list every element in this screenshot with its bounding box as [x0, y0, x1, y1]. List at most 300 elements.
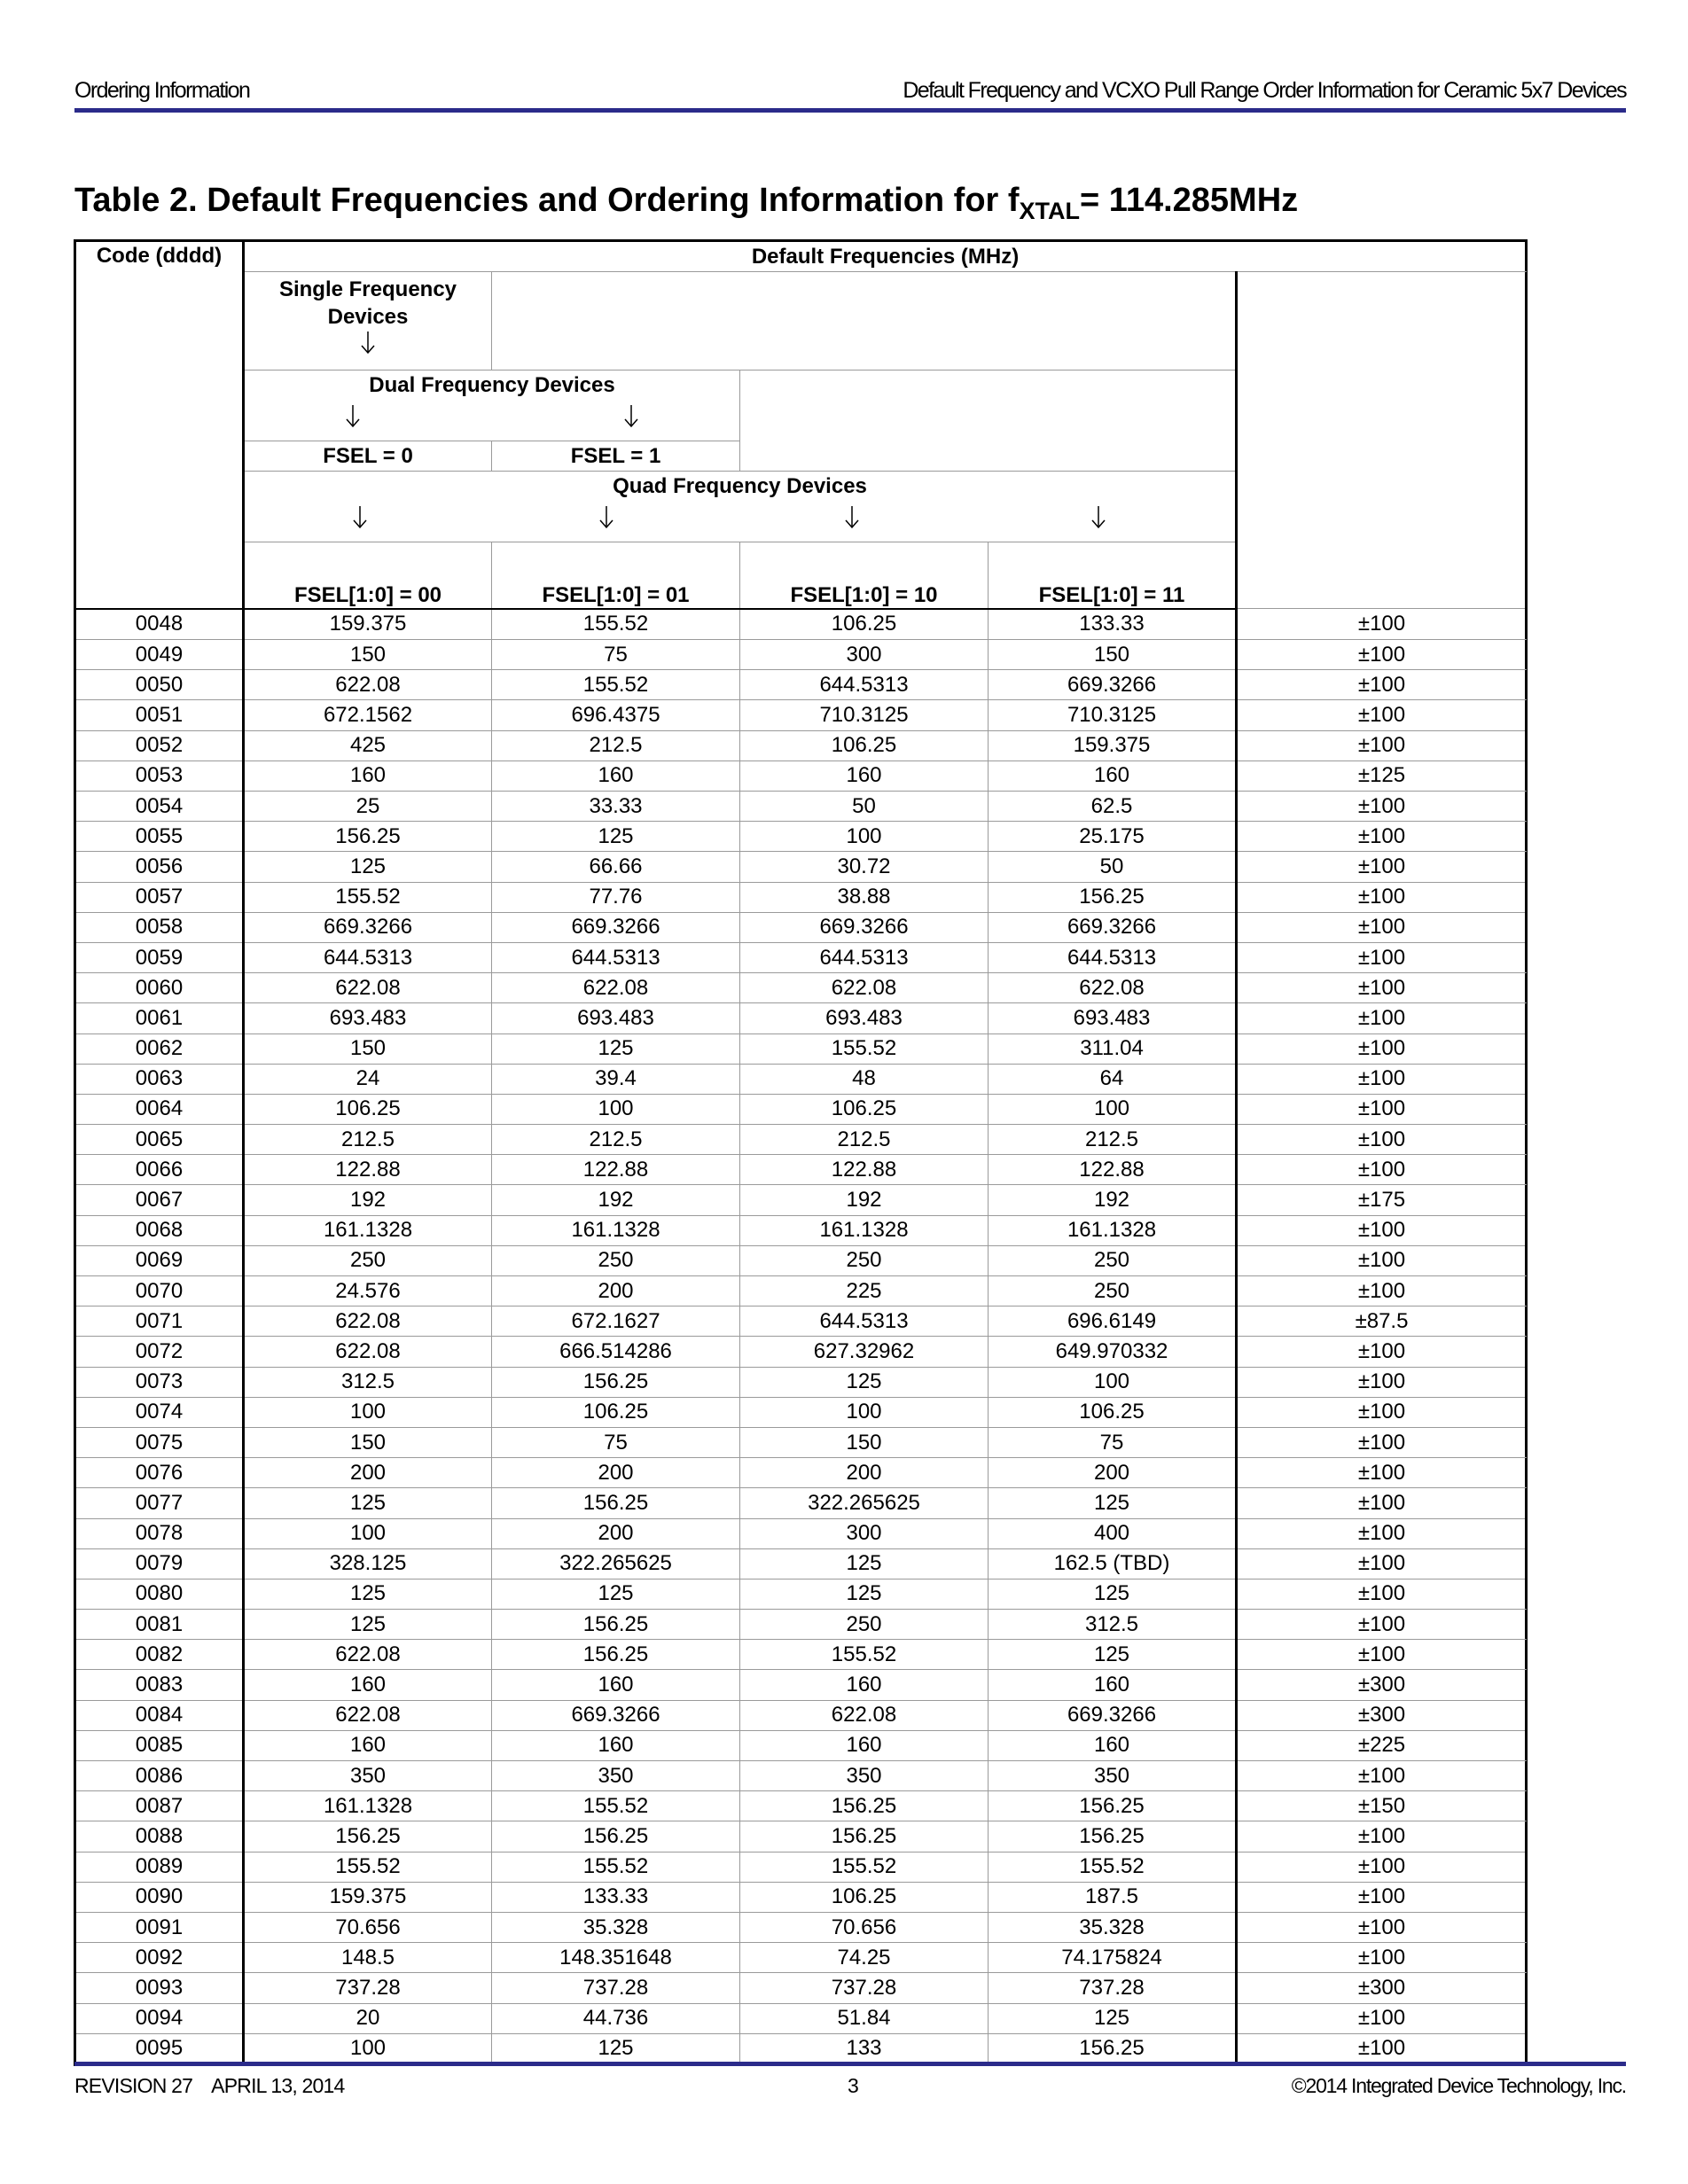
cell-fsel-10: 106.25 — [740, 1094, 989, 1124]
table-row — [75, 640, 1527, 670]
cell-fsel-11: 64 — [989, 1064, 1237, 1094]
cell-fsel-00: 622.08 — [244, 1337, 492, 1367]
cell-code: 0082 — [75, 1640, 244, 1670]
cell-fsel-01: 160 — [492, 1670, 740, 1700]
cell-fsel-10: 322.265625 — [740, 1488, 989, 1518]
table-title — [74, 182, 1298, 225]
cell-fsel-10: 250 — [740, 1245, 989, 1275]
cell-fsel-00: 192 — [244, 1185, 492, 1215]
cell-fsel-01: 696.4375 — [492, 700, 740, 730]
table-row — [75, 1276, 1527, 1306]
cell-fsel-01: 77.76 — [492, 882, 740, 912]
cell-fsel-01: 66.66 — [492, 852, 740, 882]
cell-pull-range: ±100 — [1237, 942, 1527, 972]
cell-pull-range: ±100 — [1237, 1367, 1527, 1397]
cell-code: 0063 — [75, 1064, 244, 1094]
cell-fsel-01: 622.08 — [492, 973, 740, 1003]
cell-fsel-11: 125 — [989, 2003, 1237, 2033]
cell-fsel-11: 150 — [989, 640, 1237, 670]
cell-fsel-00: 156.25 — [244, 822, 492, 852]
cell-pull-range: ±100 — [1237, 609, 1527, 640]
cell-pull-range: ±100 — [1237, 1458, 1527, 1488]
cell-fsel-11: 669.3266 — [989, 670, 1237, 700]
cell-fsel-01: 35.328 — [492, 1912, 740, 1942]
cell-fsel-11: 160 — [989, 1730, 1237, 1760]
cell-code: 0085 — [75, 1730, 244, 1760]
cell-pull-range: ±100 — [1237, 973, 1527, 1003]
cell-pull-range: ±100 — [1237, 730, 1527, 760]
table-row — [75, 1094, 1527, 1124]
cell-fsel-01: 33.33 — [492, 792, 740, 822]
cell-code: 0071 — [75, 1306, 244, 1337]
cell-code: 0092 — [75, 1943, 244, 1973]
cell-fsel-01: 156.25 — [492, 1367, 740, 1397]
cell-fsel-10: 160 — [740, 1730, 989, 1760]
cell-fsel-01: 669.3266 — [492, 1700, 740, 1730]
cell-fsel-10: 710.3125 — [740, 700, 989, 730]
cell-fsel-10: 100 — [740, 822, 989, 852]
cell-fsel-11: 669.3266 — [989, 1700, 1237, 1730]
table-row — [75, 700, 1527, 730]
down-arrow-icon — [843, 506, 861, 529]
title-subscript: XTAL — [1019, 198, 1081, 224]
cell-pull-range: ±100 — [1237, 1761, 1527, 1791]
cell-fsel-01: 155.52 — [492, 1852, 740, 1882]
cell-fsel-00: 161.1328 — [244, 1215, 492, 1245]
cell-pull-range: ±175 — [1237, 1185, 1527, 1215]
cell-fsel-01: 39.4 — [492, 1064, 740, 1094]
table-row — [75, 1821, 1527, 1852]
table-row — [75, 1397, 1527, 1427]
cell-pull-range: ±100 — [1237, 1427, 1527, 1457]
cell-code: 0077 — [75, 1488, 244, 1518]
cell-pull-range: ±100 — [1237, 1034, 1527, 1064]
header-fsel-00: FSEL[1:0] = 00 — [244, 542, 492, 609]
cell-fsel-01: 693.483 — [492, 1003, 740, 1034]
cell-code: 0060 — [75, 973, 244, 1003]
cell-pull-range: ±100 — [1237, 1337, 1527, 1367]
cell-fsel-01: 250 — [492, 1245, 740, 1275]
cell-code: 0064 — [75, 1094, 244, 1124]
cell-fsel-11: 122.88 — [989, 1155, 1237, 1185]
cell-code: 0059 — [75, 942, 244, 972]
cell-fsel-10: 156.25 — [740, 1821, 989, 1852]
cell-fsel-00: 155.52 — [244, 882, 492, 912]
cell-fsel-01: 200 — [492, 1518, 740, 1548]
cell-fsel-01: 666.514286 — [492, 1337, 740, 1367]
cell-fsel-00: 125 — [244, 1610, 492, 1640]
cell-fsel-01: 125 — [492, 822, 740, 852]
cell-fsel-10: 50 — [740, 792, 989, 822]
table-row — [75, 852, 1527, 882]
table-row — [75, 1125, 1527, 1155]
table-row — [75, 1034, 1527, 1064]
cell-code: 0076 — [75, 1458, 244, 1488]
cell-code: 0056 — [75, 852, 244, 882]
cell-fsel-11: 100 — [989, 1367, 1237, 1397]
cell-pull-range: ±300 — [1237, 1670, 1527, 1700]
cell-fsel-01: 100 — [492, 1094, 740, 1124]
cell-fsel-01: 156.25 — [492, 1640, 740, 1670]
cell-fsel-00: 70.656 — [244, 1912, 492, 1942]
cell-pull-range: ±100 — [1237, 1276, 1527, 1306]
cell-fsel-01: 160 — [492, 1730, 740, 1760]
cell-fsel-00: 125 — [244, 852, 492, 882]
table-row — [75, 1458, 1527, 1488]
table-row — [75, 792, 1527, 822]
cell-fsel-01: 75 — [492, 640, 740, 670]
cell-code: 0080 — [75, 1579, 244, 1609]
cell-fsel-10: 122.88 — [740, 1155, 989, 1185]
cell-code: 0057 — [75, 882, 244, 912]
cell-pull-range: ±100 — [1237, 1125, 1527, 1155]
cell-fsel-00: 312.5 — [244, 1367, 492, 1397]
cell-code: 0061 — [75, 1003, 244, 1034]
cell-code: 0089 — [75, 1852, 244, 1882]
cell-fsel-00: 159.375 — [244, 609, 492, 640]
cell-fsel-00: 644.5313 — [244, 942, 492, 972]
cell-code: 0083 — [75, 1670, 244, 1700]
header-document-title: Default Frequency and VCXO Pull Range Order Information for Ceramic 5x7 Devices — [903, 78, 1626, 103]
cell-fsel-10: 100 — [740, 1397, 989, 1427]
table-row — [75, 1579, 1527, 1609]
cell-pull-range: ±100 — [1237, 1912, 1527, 1942]
cell-fsel-01: 212.5 — [492, 730, 740, 760]
cell-fsel-11: 125 — [989, 1488, 1237, 1518]
cell-pull-range: ±100 — [1237, 1488, 1527, 1518]
cell-fsel-10: 225 — [740, 1276, 989, 1306]
cell-fsel-01: 156.25 — [492, 1821, 740, 1852]
header-single-frequency — [244, 272, 492, 370]
cell-code: 0090 — [75, 1882, 244, 1912]
cell-pull-range: ±125 — [1237, 760, 1527, 791]
cell-fsel-00: 125 — [244, 1579, 492, 1609]
cell-fsel-10: 133 — [740, 2033, 989, 2064]
title-prefix: Table 2. Default Frequencies and Ordering Information for f — [74, 182, 1020, 219]
cell-fsel-01: 350 — [492, 1761, 740, 1791]
footer-copyright: ©2014 Integrated Device Technology, Inc. — [1291, 2074, 1626, 2097]
cell-fsel-01: 125 — [492, 1034, 740, 1064]
cell-fsel-10: 737.28 — [740, 1973, 989, 2003]
cell-fsel-00: 160 — [244, 1730, 492, 1760]
table-row — [75, 2003, 1527, 2033]
cell-code: 0094 — [75, 2003, 244, 2033]
cell-fsel-10: 622.08 — [740, 1700, 989, 1730]
cell-fsel-11: 192 — [989, 1185, 1237, 1215]
cell-fsel-00: 250 — [244, 1245, 492, 1275]
table-row — [75, 1882, 1527, 1912]
cell-code: 0067 — [75, 1185, 244, 1215]
cell-fsel-10: 30.72 — [740, 852, 989, 882]
cell-pull-range: ±100 — [1237, 1245, 1527, 1275]
cell-fsel-11: 155.52 — [989, 1852, 1237, 1882]
header-fsel-11: FSEL[1:0] = 11 — [989, 542, 1237, 609]
cell-fsel-00: 100 — [244, 2033, 492, 2064]
cell-fsel-10: 155.52 — [740, 1852, 989, 1882]
cell-fsel-10: 106.25 — [740, 1882, 989, 1912]
cell-pull-range: ±100 — [1237, 882, 1527, 912]
header-fsel-0: FSEL = 0 — [244, 441, 492, 472]
table-row — [75, 1337, 1527, 1367]
cell-fsel-00: 24.576 — [244, 1276, 492, 1306]
cell-fsel-11: 156.25 — [989, 1791, 1237, 1821]
table-row — [75, 1427, 1527, 1457]
cell-fsel-11: 125 — [989, 1579, 1237, 1609]
cell-fsel-01: 122.88 — [492, 1155, 740, 1185]
footer-page-number: 3 — [848, 2074, 858, 2097]
cell-fsel-11: 160 — [989, 760, 1237, 791]
cell-fsel-10: 644.5313 — [740, 942, 989, 972]
cell-pull-range: ±100 — [1237, 1094, 1527, 1124]
cell-fsel-00: 425 — [244, 730, 492, 760]
table-row — [75, 1943, 1527, 1973]
cell-code: 0072 — [75, 1337, 244, 1367]
cell-fsel-01: 44.736 — [492, 2003, 740, 2033]
cell-fsel-11: 133.33 — [989, 609, 1237, 640]
down-arrow-icon — [598, 506, 615, 529]
cell-fsel-01: 192 — [492, 1185, 740, 1215]
cell-pull-range: ±100 — [1237, 2003, 1527, 2033]
cell-pull-range: ±100 — [1237, 1397, 1527, 1427]
cell-pull-range: ±100 — [1237, 700, 1527, 730]
cell-code: 0093 — [75, 1973, 244, 2003]
table-row — [75, 1548, 1527, 1579]
cell-pull-range: ±100 — [1237, 1548, 1527, 1579]
cell-pull-range: ±100 — [1237, 1640, 1527, 1670]
cell-fsel-01: 322.265625 — [492, 1548, 740, 1579]
cell-fsel-11: 25.175 — [989, 822, 1237, 852]
cell-code: 0068 — [75, 1215, 244, 1245]
cell-fsel-10: 250 — [740, 1610, 989, 1640]
cell-fsel-11: 696.6149 — [989, 1306, 1237, 1337]
cell-code: 0054 — [75, 792, 244, 822]
cell-fsel-10: 106.25 — [740, 609, 989, 640]
table-row — [75, 1670, 1527, 1700]
cell-fsel-00: 155.52 — [244, 1852, 492, 1882]
cell-fsel-00: 160 — [244, 760, 492, 791]
cell-fsel-00: 669.3266 — [244, 912, 492, 942]
down-arrow-icon — [344, 405, 362, 428]
table-header — [75, 241, 1527, 609]
cell-fsel-11: 100 — [989, 1094, 1237, 1124]
cell-fsel-11: 62.5 — [989, 792, 1237, 822]
cell-pull-range: ±100 — [1237, 1610, 1527, 1640]
cell-pull-range: ±300 — [1237, 1973, 1527, 2003]
cell-fsel-00: 693.483 — [244, 1003, 492, 1034]
cell-fsel-10: 74.25 — [740, 1943, 989, 1973]
table-row — [75, 973, 1527, 1003]
cell-fsel-10: 669.3266 — [740, 912, 989, 942]
cell-code: 0088 — [75, 1821, 244, 1852]
cell-fsel-00: 161.1328 — [244, 1791, 492, 1821]
cell-fsel-01: 156.25 — [492, 1610, 740, 1640]
table-row — [75, 1791, 1527, 1821]
cell-fsel-10: 38.88 — [740, 882, 989, 912]
cell-code: 0048 — [75, 609, 244, 640]
table-row — [75, 942, 1527, 972]
cell-fsel-00: 24 — [244, 1064, 492, 1094]
cell-pull-range: ±100 — [1237, 1821, 1527, 1852]
cell-pull-range: ±100 — [1237, 852, 1527, 882]
cell-fsel-01: 148.351648 — [492, 1943, 740, 1973]
cell-fsel-01: 737.28 — [492, 1973, 740, 2003]
cell-fsel-00: 25 — [244, 792, 492, 822]
cell-fsel-10: 160 — [740, 1670, 989, 1700]
cell-fsel-11: 649.970332 — [989, 1337, 1237, 1367]
cell-pull-range: ±100 — [1237, 1215, 1527, 1245]
cell-code: 0065 — [75, 1125, 244, 1155]
cell-fsel-11: 710.3125 — [989, 700, 1237, 730]
table-row — [75, 1700, 1527, 1730]
cell-fsel-11: 159.375 — [989, 730, 1237, 760]
cell-fsel-10: 125 — [740, 1579, 989, 1609]
cell-fsel-01: 644.5313 — [492, 942, 740, 972]
table-row — [75, 1245, 1527, 1275]
header-code: Code (dddd) — [75, 241, 244, 609]
cell-fsel-01: 125 — [492, 1579, 740, 1609]
cell-fsel-10: 300 — [740, 640, 989, 670]
cell-fsel-10: 192 — [740, 1185, 989, 1215]
cell-fsel-01: 155.52 — [492, 1791, 740, 1821]
down-arrow-icon — [351, 506, 369, 529]
table-row — [75, 1215, 1527, 1245]
cell-fsel-10: 155.52 — [740, 1640, 989, 1670]
cell-pull-range: ±100 — [1237, 670, 1527, 700]
table-row — [75, 1912, 1527, 1942]
frequency-table — [74, 239, 1525, 2066]
cell-fsel-10: 125 — [740, 1548, 989, 1579]
cell-fsel-11: 161.1328 — [989, 1215, 1237, 1245]
cell-fsel-00: 622.08 — [244, 973, 492, 1003]
cell-code: 0051 — [75, 700, 244, 730]
cell-fsel-11: 622.08 — [989, 973, 1237, 1003]
cell-fsel-01: 155.52 — [492, 609, 740, 640]
cell-fsel-00: 737.28 — [244, 1973, 492, 2003]
cell-pull-range: ±100 — [1237, 822, 1527, 852]
cell-fsel-00: 622.08 — [244, 1640, 492, 1670]
cell-pull-range: ±100 — [1237, 792, 1527, 822]
cell-fsel-11: 350 — [989, 1761, 1237, 1791]
cell-pull-range: ±100 — [1237, 1003, 1527, 1034]
cell-fsel-01: 200 — [492, 1276, 740, 1306]
table-row — [75, 730, 1527, 760]
cell-pull-range: ±100 — [1237, 912, 1527, 942]
cell-fsel-10: 161.1328 — [740, 1215, 989, 1245]
cell-fsel-00: 622.08 — [244, 1306, 492, 1337]
cell-fsel-10: 693.483 — [740, 1003, 989, 1034]
cell-fsel-00: 122.88 — [244, 1155, 492, 1185]
cell-fsel-00: 100 — [244, 1518, 492, 1548]
cell-fsel-10: 155.52 — [740, 1034, 989, 1064]
cell-fsel-11: 162.5 (TBD) — [989, 1548, 1237, 1579]
cell-code: 0074 — [75, 1397, 244, 1427]
cell-fsel-01: 133.33 — [492, 1882, 740, 1912]
cell-fsel-01: 125 — [492, 2033, 740, 2064]
cell-fsel-11: 106.25 — [989, 1397, 1237, 1427]
cell-fsel-01: 161.1328 — [492, 1215, 740, 1245]
cell-pull-range: ±100 — [1237, 1852, 1527, 1882]
table-row — [75, 1730, 1527, 1760]
cell-fsel-11: 200 — [989, 1458, 1237, 1488]
footer-rule — [74, 2062, 1626, 2066]
cell-fsel-10: 212.5 — [740, 1125, 989, 1155]
cell-code: 0055 — [75, 822, 244, 852]
cell-code: 0084 — [75, 1700, 244, 1730]
cell-fsel-11: 212.5 — [989, 1125, 1237, 1155]
table-row — [75, 1064, 1527, 1094]
cell-fsel-00: 150 — [244, 1427, 492, 1457]
cell-fsel-11: 644.5313 — [989, 942, 1237, 972]
cell-fsel-11: 156.25 — [989, 882, 1237, 912]
cell-pull-range: ±100 — [1237, 1882, 1527, 1912]
cell-pull-range: ±100 — [1237, 2033, 1527, 2064]
table-row — [75, 1367, 1527, 1397]
cell-fsel-00: 672.1562 — [244, 700, 492, 730]
table-row — [75, 1155, 1527, 1185]
cell-code: 0066 — [75, 1155, 244, 1185]
table-row — [75, 912, 1527, 942]
cell-fsel-00: 156.25 — [244, 1821, 492, 1852]
header-section-title: Ordering Information — [74, 78, 250, 103]
cell-fsel-01: 212.5 — [492, 1125, 740, 1155]
down-arrow-icon — [622, 405, 640, 428]
header-fsel-01: FSEL[1:0] = 01 — [492, 542, 740, 609]
cell-fsel-00: 100 — [244, 1397, 492, 1427]
cell-fsel-10: 156.25 — [740, 1791, 989, 1821]
table-row — [75, 1610, 1527, 1640]
cell-fsel-10: 627.32962 — [740, 1337, 989, 1367]
table-row — [75, 1306, 1527, 1337]
header-dual-frequency — [244, 370, 740, 441]
cell-code: 0091 — [75, 1912, 244, 1942]
cell-code: 0062 — [75, 1034, 244, 1064]
footer-revision: REVISION 27 APRIL 13, 2014 — [74, 2074, 345, 2097]
cell-fsel-11: 156.25 — [989, 1821, 1237, 1852]
header-blank-area — [492, 272, 1237, 370]
cell-fsel-11: 669.3266 — [989, 912, 1237, 942]
cell-fsel-11: 737.28 — [989, 1973, 1237, 2003]
cell-pull-range: ±100 — [1237, 1155, 1527, 1185]
cell-fsel-00: 150 — [244, 1034, 492, 1064]
cell-fsel-10: 200 — [740, 1458, 989, 1488]
cell-fsel-00: 125 — [244, 1488, 492, 1518]
single-frequency-label: Single Frequency Devices — [278, 277, 457, 330]
cell-fsel-11: 312.5 — [989, 1610, 1237, 1640]
cell-fsel-01: 669.3266 — [492, 912, 740, 942]
cell-code: 0095 — [75, 2033, 244, 2064]
cell-fsel-00: 148.5 — [244, 1943, 492, 1973]
table-row — [75, 1852, 1527, 1882]
cell-fsel-01: 155.52 — [492, 670, 740, 700]
cell-fsel-00: 150 — [244, 640, 492, 670]
table-row — [75, 1973, 1527, 2003]
table-row — [75, 609, 1527, 640]
cell-fsel-01: 106.25 — [492, 1397, 740, 1427]
table-row — [75, 1488, 1527, 1518]
cell-fsel-11: 693.483 — [989, 1003, 1237, 1034]
cell-pull-range: ±150 — [1237, 1791, 1527, 1821]
table-row — [75, 822, 1527, 852]
dual-frequency-label: Dual Frequency Devices — [369, 373, 615, 398]
cell-fsel-11: 160 — [989, 1670, 1237, 1700]
header-quad-frequency — [244, 472, 1237, 542]
cell-fsel-10: 644.5313 — [740, 670, 989, 700]
cell-fsel-00: 328.125 — [244, 1548, 492, 1579]
cell-fsel-00: 622.08 — [244, 1700, 492, 1730]
cell-fsel-00: 20 — [244, 2003, 492, 2033]
down-arrow-icon — [359, 332, 377, 355]
cell-fsel-01: 156.25 — [492, 1488, 740, 1518]
